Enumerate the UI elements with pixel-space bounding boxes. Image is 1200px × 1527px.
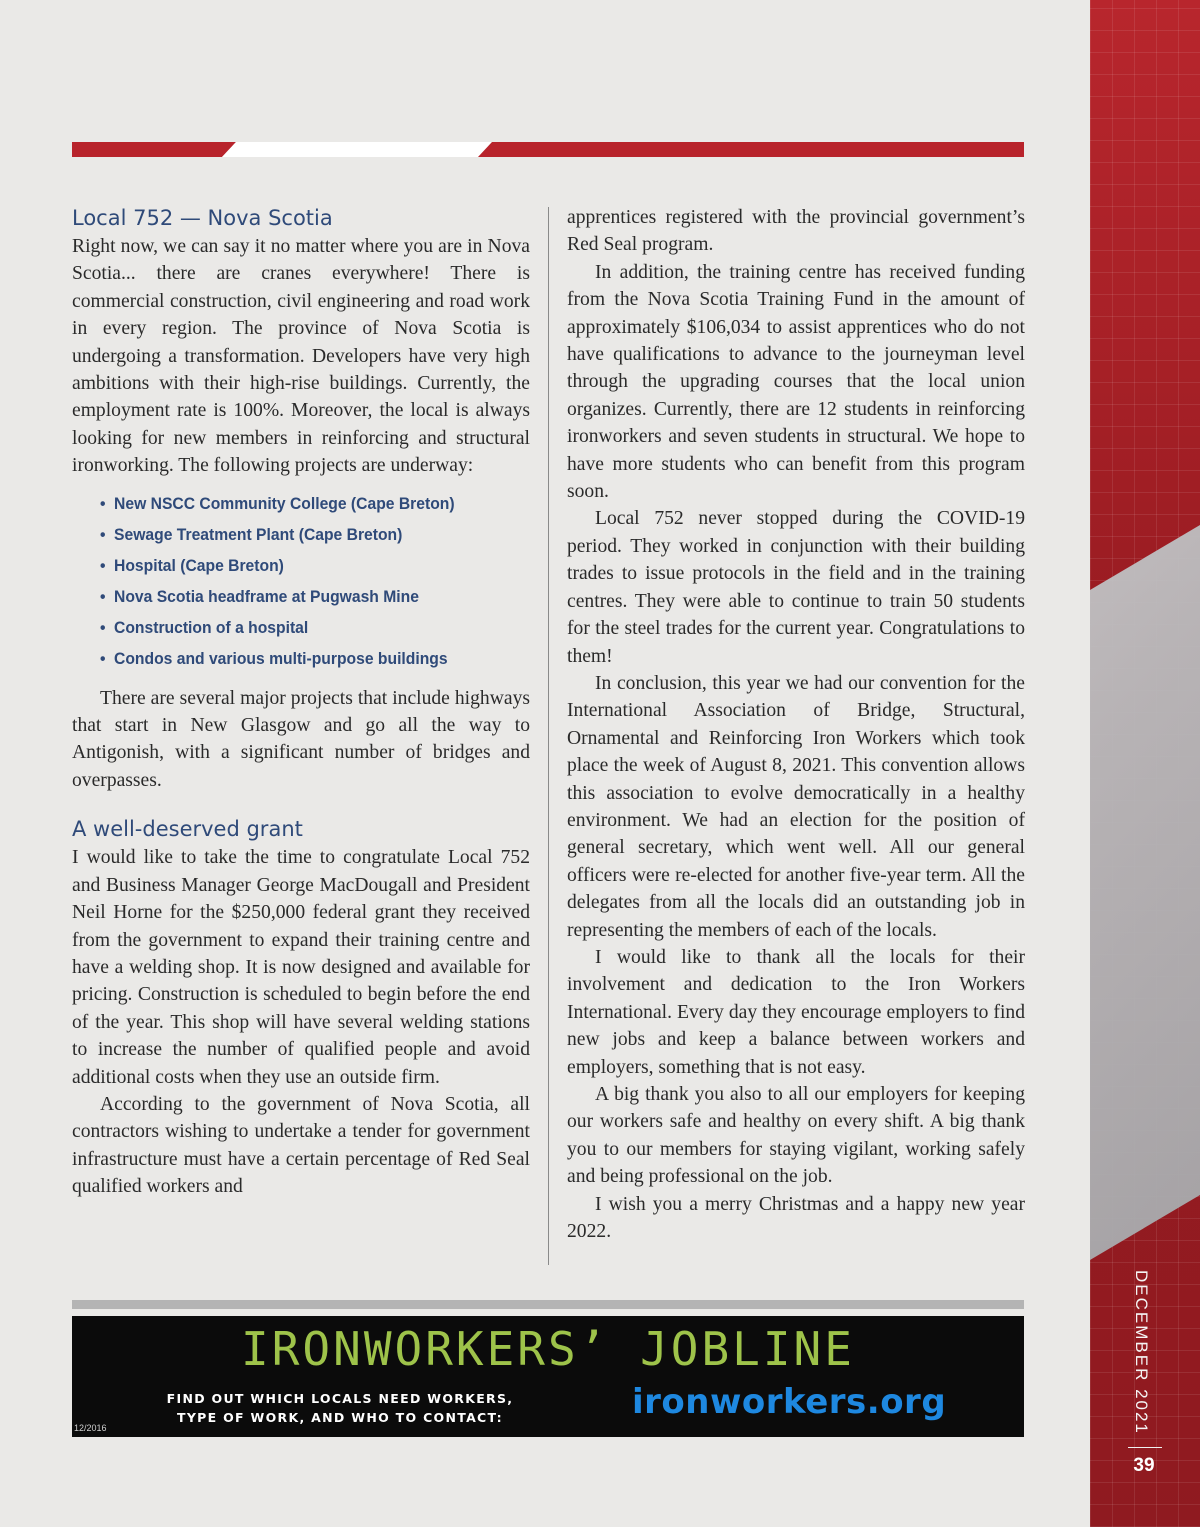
jobline-title: IRONWORKERS’ JOBLINE <box>241 1322 855 1376</box>
right-column <box>567 204 1025 1245</box>
paragraph: I would like to take the time to congratulate Local 752 and Business Manager George MacDougall and President Neil Horne for the $250,000 federal grant they received from the government to expand their training centre and have a welding shop. It is now designed and available for pricing. Construction is scheduled to begin before the end of the year. This shop will have several welding stations to increase the number of qualified people and avoid additional costs when they use an outside firm. <box>72 847 530 1088</box>
list-item: • Nova Scotia headframe at Pugwash Mine <box>100 582 509 613</box>
issue-date-text: DECEMBER 2021 <box>1132 1270 1151 1435</box>
paragraph: A big thank you also to all our employers for keeping our workers safe and healthy on every shift. A big thank you to our members for staying vigilant, working safely and being professional on the job. <box>567 1084 1025 1188</box>
paragraph: In addition, the training centre has received funding from the Nova Scotia Training Fund in the amount of approximately $106,034 to assist apprentices who do not have qualifications to advance to the journeyman level through the upgrading courses that the local union organizes. Currently, there are 12 students in reinforcing ironworkers and seven students in structural. We hope to have more students who can benefit from this program soon. <box>567 261 1025 503</box>
left-column <box>72 203 530 1201</box>
list-item: • New NSCC Community College (Cape Breton) <box>100 489 509 520</box>
issue-date <box>1093 1270 1193 1435</box>
paragraph: There are several major projects that include highways that start in New Glasgow and go all the way to Antigonish, with a significant number of bridges and overpasses. <box>72 687 530 791</box>
jobline-banner <box>72 1316 1024 1437</box>
paragraph: I would like to thank all the locals for their involvement and dedication to the Iron Workers International. Every day they encourage employers to find new jobs and keep a balance between workers and employers, something that is not easy. <box>567 946 1025 1078</box>
header-stripe <box>72 142 1024 157</box>
paragraph: In conclusion, this year we had our convention for the International Association of Bridge, Structural, Ornamental and Reinforcing Iron Workers which took place the week of August 8, 2021. This convention allows this association to evolve democratically in a healthy environment. We had an election for the position of general secretary, which went well. All our general officers were re-elected for another five-year term. All the delegates from all the locals did an outstanding job in representing the members of each of the locals. <box>567 672 1025 941</box>
jobline-top-bar <box>72 1300 1024 1309</box>
paragraph: apprentices registered with the provincial government’s Red Seal program. <box>567 207 1025 256</box>
page-number-divider <box>1128 1447 1162 1448</box>
paragraph: According to the government of Nova Scotia, all contractors wishing to undertake a tender for government infrastructure must have a certain percentage of Red Seal qualified workers and <box>72 1093 530 1198</box>
jobline-subtitle <box>140 1389 540 1427</box>
column-divider <box>548 207 549 1265</box>
paragraph: I wish you a merry Christmas and a happy new year 2022. <box>567 1193 1025 1243</box>
paragraph: Local 752 never stopped during the COVID-19 period. They worked in conjunction with their building trades to issue protocols in the field and in the training centres. They were able to continue to train 50 students for the steel trades for the current year. Congratulations to them! <box>567 508 1025 667</box>
list-item: • Condos and various multi-purpose buildings <box>100 644 509 675</box>
paragraph: Right now, we can say it no matter where you are in Nova Scotia... there are cranes everywhere! There is commercial construction, civil engineering and road work in every region. The province of Nova Scotia is undergoing a transformation. Developers have very high ambitions with their high-rise buildings. Currently, the employment rate is 100%. Moreover, the local is always looking for new members in reinforcing and structural ironworking. The following projects are underway: <box>72 236 530 477</box>
list-item: • Sewage Treatment Plant (Cape Breton) <box>100 520 509 551</box>
projects-list <box>72 489 530 675</box>
ad-code: 12/2016 <box>74 1423 107 1433</box>
jobline-subtitle-line: TYPE OF WORK, AND WHO TO CONTACT: <box>177 1410 503 1425</box>
section-heading-local-752: Local 752 — Nova Scotia <box>72 206 333 230</box>
section-heading-grant: A well-deserved grant <box>72 817 303 842</box>
jobline-url-link[interactable]: ironworkers.org <box>632 1382 947 1422</box>
jobline-subtitle-line: FIND OUT WHICH LOCALS NEED WORKERS, <box>166 1391 514 1406</box>
page-number: 39 <box>1133 1455 1155 1476</box>
list-item: • Hospital (Cape Breton) <box>100 551 509 582</box>
list-item: • Construction of a hospital <box>100 613 509 644</box>
